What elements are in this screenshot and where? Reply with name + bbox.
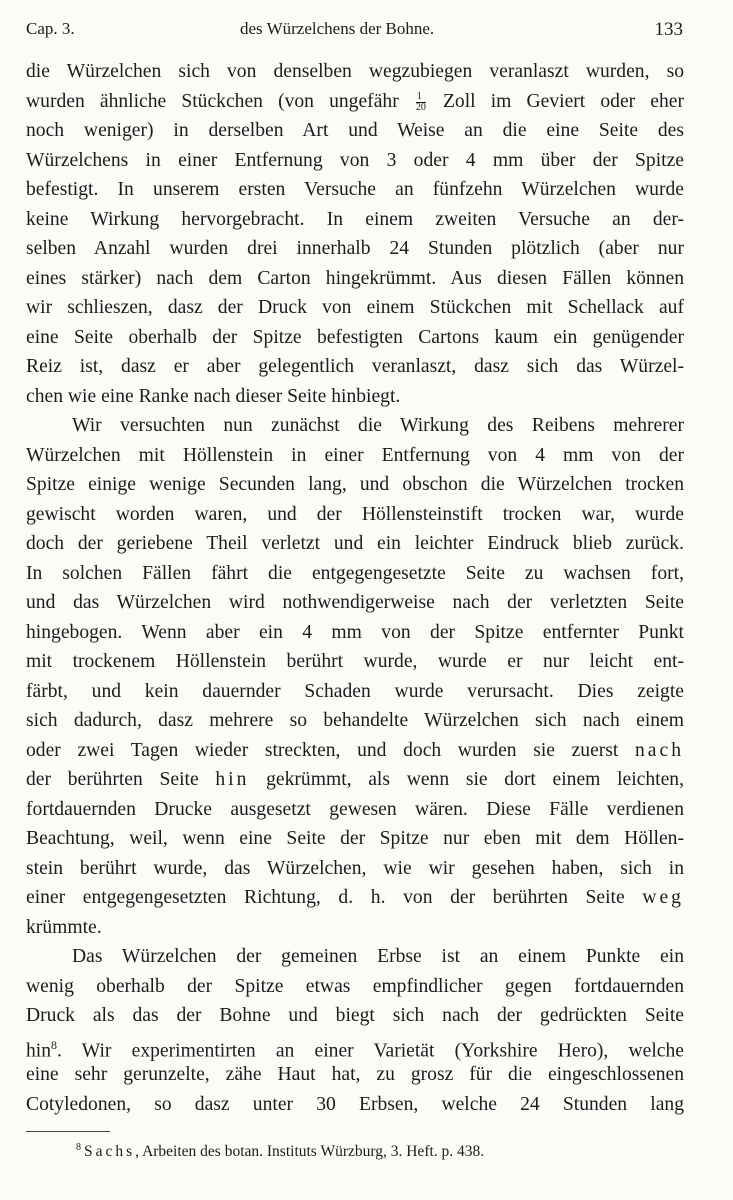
text-line: hin$^8$. Wir experimentirten an einer Varietät (Yorkshire Hero), welche [26, 1037, 684, 1062]
text-line: Spitze einige wenige Secunden lang, und obschon die Würzelchen trocken [26, 474, 684, 495]
text-line: wurden ähnliche Stückchen (von ungefähr $\frac{1}{20}$ Zoll im Geviert oder eher [26, 90, 684, 113]
text-line: Cotyledonen, so dasz unter 30 Erbsen, welche 24 Stunden lang [26, 1093, 684, 1115]
text-line: doch der geriebene Theil verletzt und ein leichter Eindruck blieb zurück. [26, 533, 684, 554]
text-line: eine Seite oberhalb der Spitze befestigten Cartons kaum ein genügender [26, 326, 684, 348]
text-line: keine Wirkung hervorgebracht. In einem zweiten Versuche an der- [26, 208, 684, 230]
fraction: $\frac{1}{20}$ [415, 90, 426, 113]
running-title: des Würzelchens der Bohne. [240, 19, 435, 38]
text-line: gewischt worden waren, und der Höllensteinstift trocken war, wurde [26, 503, 684, 525]
text-line: Würzelchens in einer Entfernung von 3 oder 4 mm über der Spitze [26, 149, 684, 171]
text-line: einer entgegengesetzten Richtung, d. h. von der berührten Seite weg [26, 887, 684, 908]
text-line: Druck als das der Bohne und biegt sich nach der gedrückten Seite [26, 1005, 684, 1026]
footnote [76, 1142, 484, 1161]
running-header [26, 19, 683, 45]
text-line: der berührten Seite hin gekrümmt, als wenn sie dort einem leichten, [26, 769, 685, 790]
page-number: 133 [654, 19, 683, 40]
text-line: noch weniger) in derselben Art und Weise an die eine Seite des [26, 120, 684, 141]
chapter-label: Cap. 3. [26, 19, 75, 38]
text-line: mit trockenem Höllenstein berührt wurde, wurde er nur leicht ent- [26, 651, 684, 672]
footnote-reference: 8 [51, 1037, 58, 1052]
footnote-marker: 8 [76, 1142, 81, 1153]
text-line: krümmte. [26, 916, 102, 938]
text-line: wir schlieszen, dasz der Druck von einem Stückchen mit Schellack auf [26, 297, 684, 318]
text-line: eines stärker) nach dem Carton hingekrümmt. Aus diesen Fällen können [26, 267, 684, 289]
footnote-text: , Arbeiten des botan. Instituts Würzburg, 3. Heft. p. 438. [135, 1143, 485, 1161]
text-line: selben Anzahl wurden drei innerhalb 24 Stunden plötzlich (aber nur [26, 238, 684, 259]
spaced-word: weg [642, 887, 684, 908]
text-line: befestigt. In unserem ersten Versuche an fünfzehn Würzelchen wurde [26, 179, 684, 200]
text-line: In solchen Fällen fährt die entgegengesetzte Seite zu wachsen fort, [26, 562, 684, 584]
text-line: und das Würzelchen wird nothwendigerweise nach der verletzten Seite [26, 592, 684, 613]
text-line: Beachtung, weil, wenn eine Seite der Spitze nur eben mit dem Höllen- [26, 828, 684, 849]
text-line: oder zwei Tagen wieder streckten, und doch wurden sie zuerst nach [26, 739, 684, 761]
body-text [26, 57, 684, 1119]
text-line: sich dadurch, dasz mehrere so behandelte Würzelchen sich nach einem [26, 710, 684, 731]
text-line: Würzelchen mit Höllenstein in einer Entfernung von 4 mm von der [26, 444, 684, 466]
paragraph-start-line: Das Würzelchen der gemeinen Erbse ist an einem Punkte ein [72, 946, 684, 967]
spaced-word: nach [635, 739, 684, 761]
text-line: hingebogen. Wenn aber ein 4 mm von der Spitze entfernter Punkt [26, 621, 684, 643]
text-line: fortdauernden Drucke ausgesetzt gewesen wären. Diese Fälle verdienen [26, 798, 684, 820]
text-line: eine sehr gerunzelte, zähe Haut hat, zu grosz für die eingeschlossenen [26, 1064, 684, 1085]
text-line: wenig oberhalb der Spitze etwas empfindlicher gegen fortdauernden [26, 975, 684, 997]
spaced-word: hin [215, 769, 250, 790]
text-line: stein berührt wurde, das Würzelchen, wie wir gesehen haben, sich in [26, 857, 684, 879]
text-line: Reiz ist, dasz er aber gelegentlich veranlaszt, dasz sich das Würzel- [26, 356, 684, 377]
text-line: die Würzelchen sich von denselben wegzubiegen veranlaszt wurden, so [26, 61, 684, 82]
paragraph-start-line: Wir versuchten nun zunächst die Wirkung des Reibens mehrerer [72, 415, 684, 436]
footnote-author: Sachs [84, 1143, 136, 1161]
footnote-divider [26, 1131, 110, 1132]
text-line: färbt, und kein dauernder Schaden wurde verursacht. Dies zeigte [26, 680, 684, 702]
text-line: chen wie eine Ranke nach dieser Seite hinbiegt. [26, 385, 401, 407]
